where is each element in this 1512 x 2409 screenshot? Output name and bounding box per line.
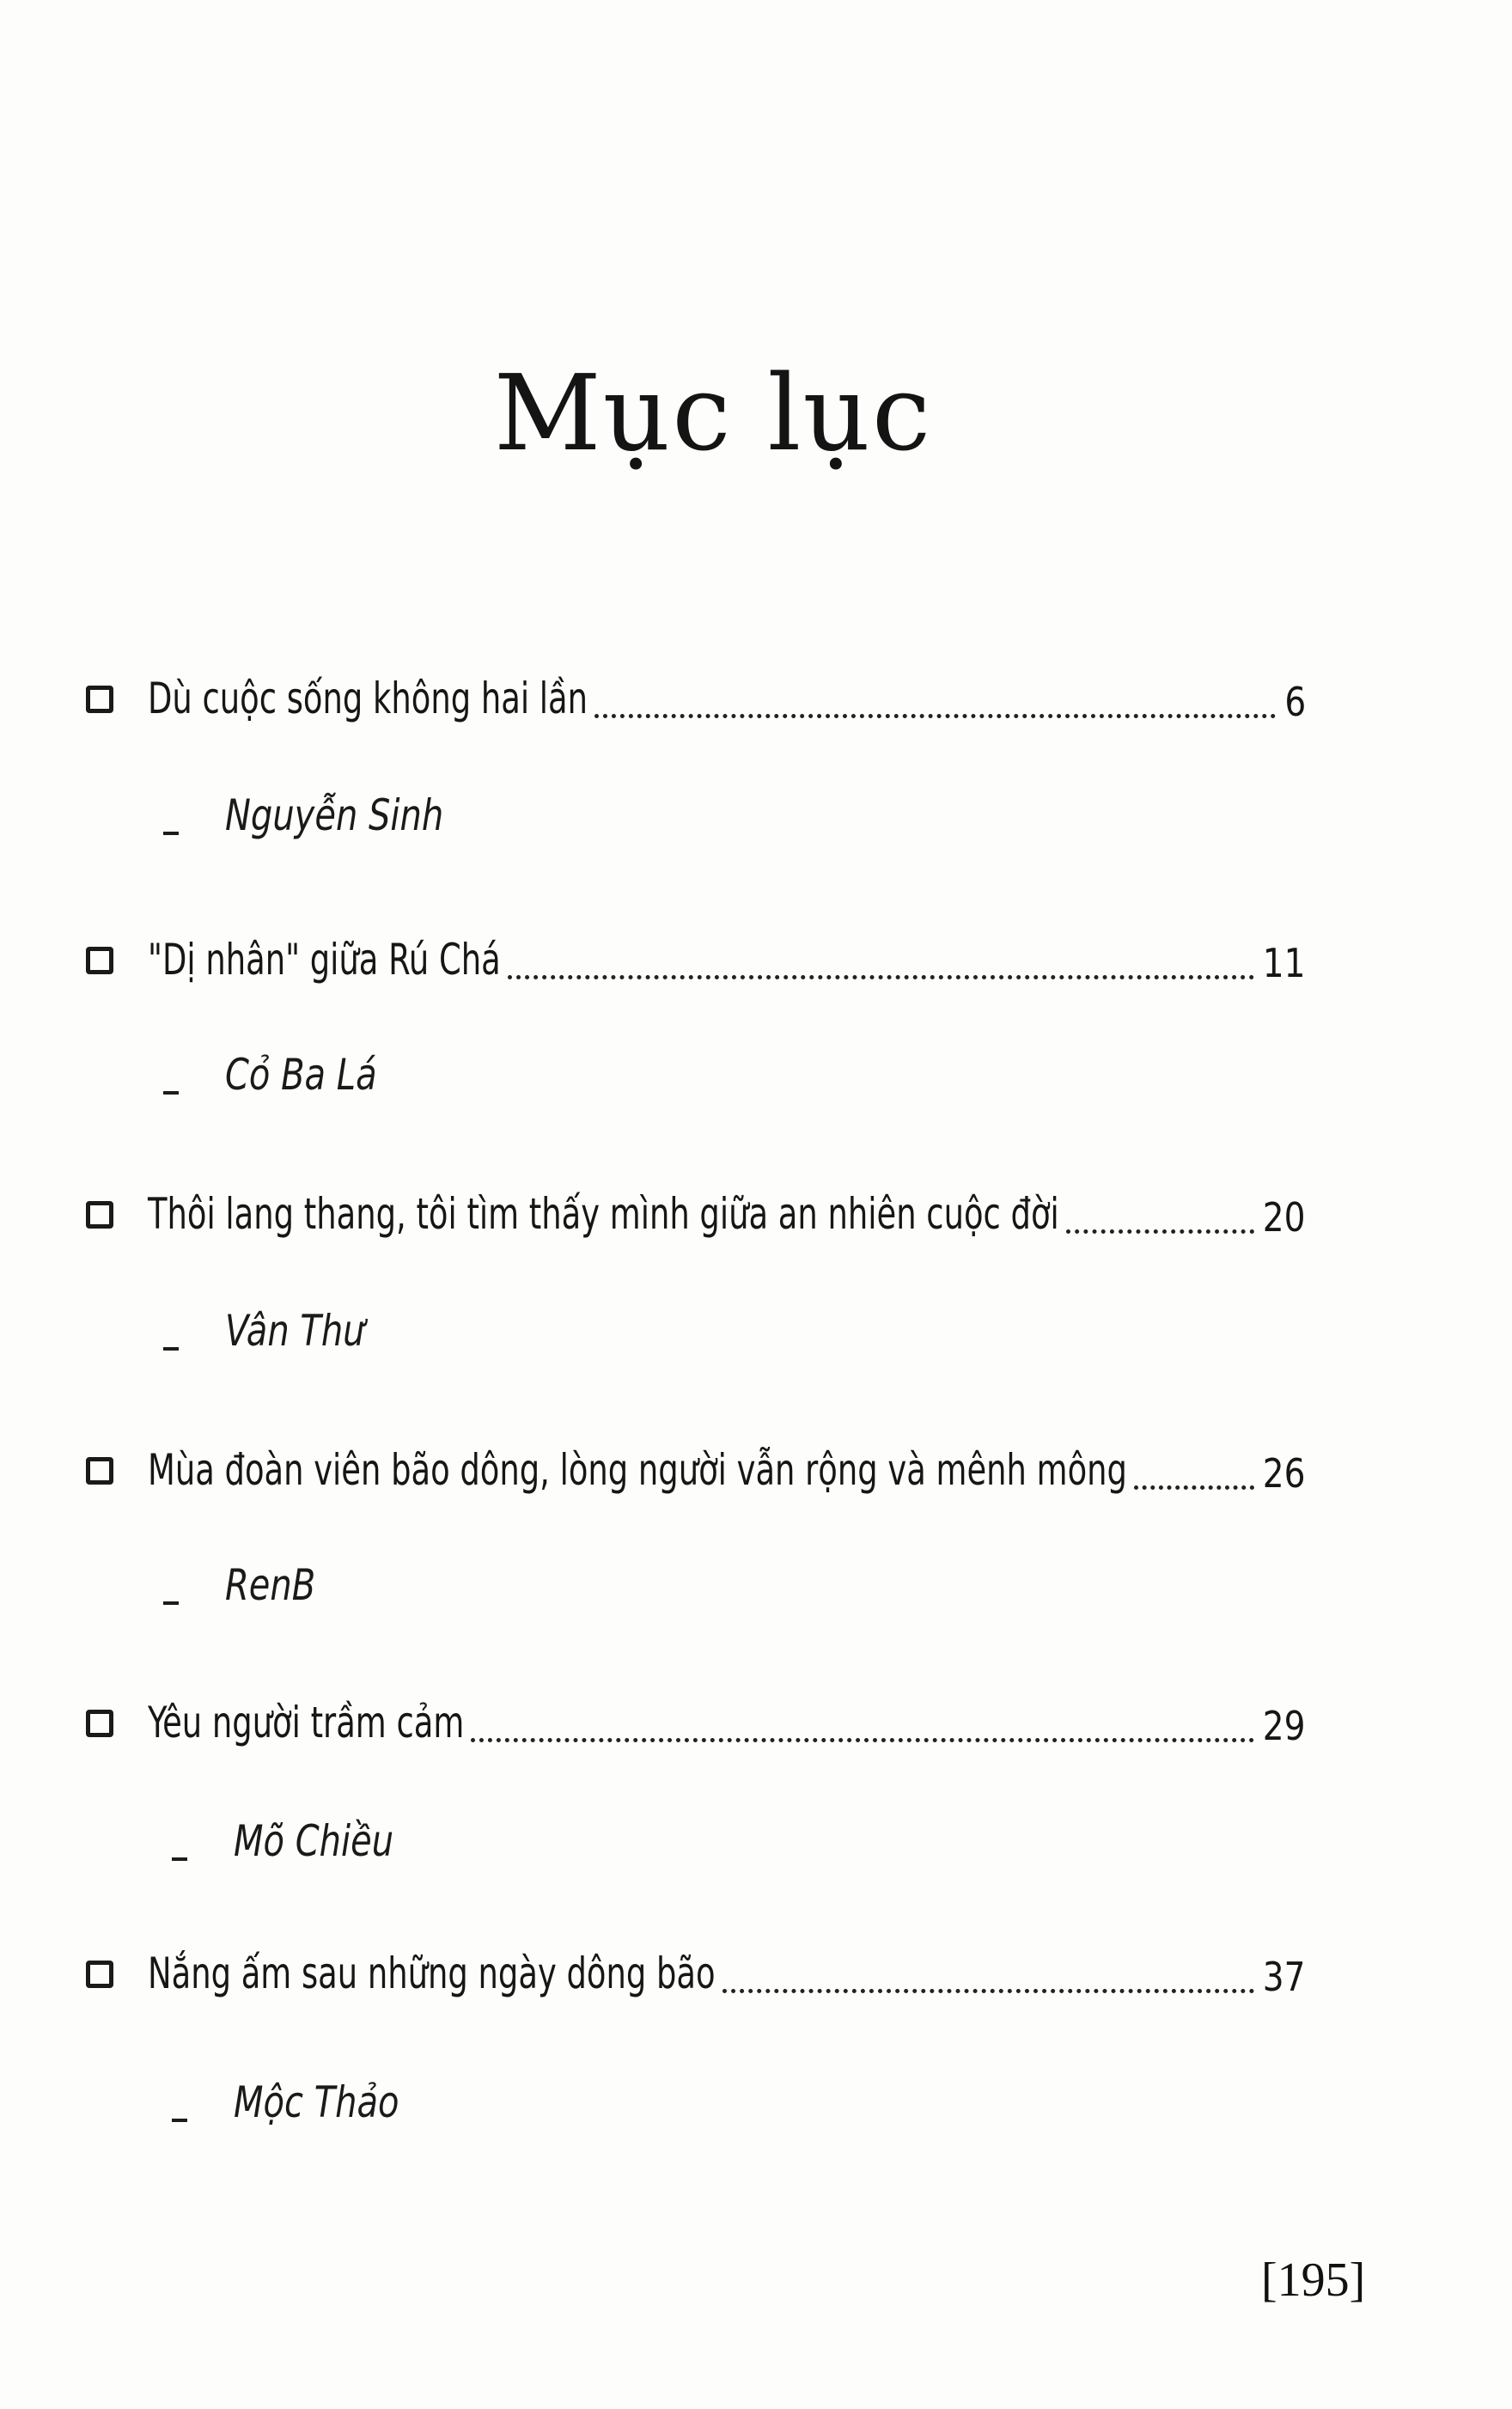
toc-entry-author xyxy=(172,1816,859,1885)
author-name: RenB xyxy=(225,1560,316,1610)
toc-entry-page: 6 xyxy=(1284,679,1306,725)
toc-entry xyxy=(86,1936,1306,2014)
toc-entry-page: 20 xyxy=(1263,1194,1306,1241)
page-number: [195] xyxy=(1261,2253,1366,2307)
toc-entry-title: Thôi lang thang, tôi tìm thấy mình giữa an nhiên cuộc đời xyxy=(148,1189,1059,1239)
dash-bullet xyxy=(163,1091,179,1095)
toc-entry-page: 26 xyxy=(1263,1450,1306,1497)
toc-entry-page: 11 xyxy=(1263,940,1306,986)
toc-entry-author xyxy=(163,1306,850,1375)
toc-entry-author xyxy=(172,2077,859,2146)
author-name: Nguyễn Sinh xyxy=(225,790,444,840)
checkbox-bullet-icon xyxy=(86,1961,113,1988)
dash-bullet xyxy=(163,1347,179,1351)
author-name: Mộc Thảo xyxy=(234,2077,399,2127)
author-name: Cỏ Ba Lá xyxy=(225,1050,377,1100)
toc-entry-author xyxy=(163,1050,850,1119)
toc-entry-page: 29 xyxy=(1263,1703,1306,1749)
toc-entry-title: Nắng ấm sau những ngày dông bão xyxy=(148,1949,716,1998)
checkbox-bullet-icon xyxy=(86,1710,113,1737)
dot-leader xyxy=(722,1989,1255,1993)
toc-entry-page: 37 xyxy=(1263,1954,1306,2000)
toc-entry xyxy=(86,662,1306,739)
toc-entry-title: Mùa đoàn viên bão dông, lòng người vẫn rộng và mênh mông xyxy=(148,1445,1127,1495)
toc-entry-author xyxy=(163,1560,850,1629)
checkbox-bullet-icon xyxy=(86,686,113,713)
author-name: Mõ Chiều xyxy=(234,1816,394,1866)
toc-entry xyxy=(86,923,1306,1000)
toc-entry xyxy=(86,1433,1306,1510)
dash-bullet xyxy=(163,832,179,835)
dash-bullet xyxy=(163,1601,179,1605)
checkbox-bullet-icon xyxy=(86,1201,113,1229)
toc-entry xyxy=(86,1686,1306,1763)
page-title: Mục lục xyxy=(493,352,933,474)
dot-leader xyxy=(471,1738,1254,1742)
dash-bullet xyxy=(172,1857,187,1861)
toc-entry-title: Dù cuộc sống không hai lần xyxy=(148,674,588,723)
author-name: Vân Thư xyxy=(225,1306,365,1356)
toc-entry xyxy=(86,1177,1306,1254)
checkbox-bullet-icon xyxy=(86,1457,113,1485)
checkbox-bullet-icon xyxy=(86,947,113,974)
toc-entry-title: "Dị nhân" giữa Rú Chá xyxy=(148,935,501,985)
dot-leader xyxy=(508,975,1255,979)
toc-entry-title: Yêu người trầm cảm xyxy=(148,1698,465,1747)
toc-entry-author xyxy=(163,790,850,859)
dot-leader xyxy=(1066,1229,1255,1234)
dash-bullet xyxy=(172,2119,187,2122)
dot-leader xyxy=(1134,1485,1254,1490)
dot-leader xyxy=(594,714,1276,718)
